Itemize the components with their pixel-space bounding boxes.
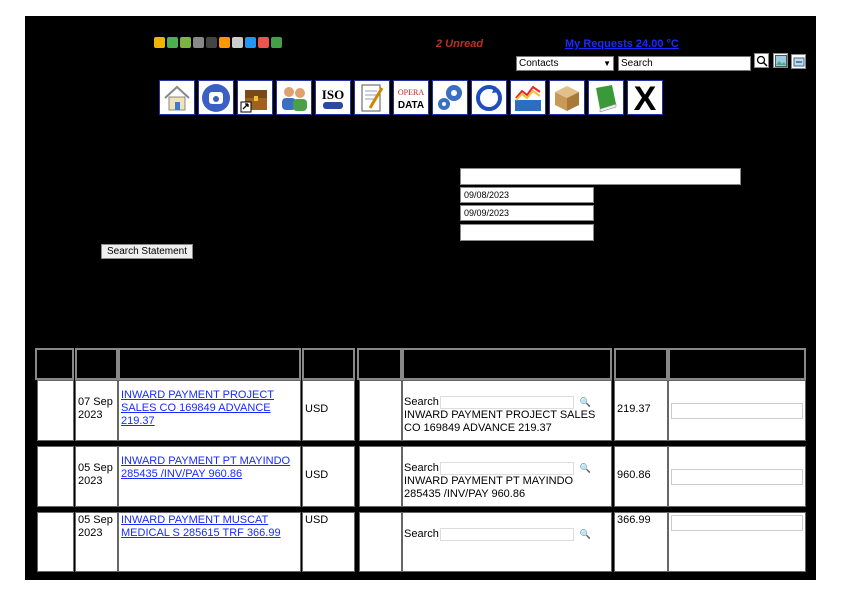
close-icon [629, 82, 661, 114]
notes-cell [668, 512, 806, 572]
refresh-button[interactable] [471, 80, 507, 115]
mini-app-icon[interactable] [193, 37, 204, 48]
match-search[interactable] [404, 462, 611, 475]
opera-label: OPERA [397, 87, 425, 97]
amount-cell: 960.86 [614, 446, 668, 507]
search-icon[interactable] [754, 53, 769, 68]
settings-button[interactable] [432, 80, 468, 115]
users-button[interactable] [276, 80, 312, 115]
gears-icon [434, 82, 466, 114]
mini-app-icon[interactable] [206, 37, 217, 48]
match-search-input[interactable] [440, 528, 574, 541]
sync-icon[interactable] [791, 54, 806, 69]
phone-icon [200, 82, 232, 114]
notes-cell [668, 446, 806, 507]
description-link[interactable]: INWARD PAYMENT MUSCAT MEDICAL S 285615 TRF 366.99 [121, 514, 281, 539]
search-input-text: Search [621, 58, 653, 69]
mini-app-icon[interactable] [232, 37, 243, 48]
text-field-1[interactable] [460, 168, 741, 185]
notes-input[interactable] [671, 469, 803, 485]
header-cell [118, 348, 301, 380]
book-icon [590, 82, 622, 114]
close-button[interactable] [627, 80, 663, 115]
header-cell [302, 348, 355, 380]
header-cell [614, 348, 668, 380]
match-cell [402, 512, 612, 572]
currency-cell: USD [302, 380, 355, 441]
empty-cell [359, 446, 402, 507]
iso-icon [317, 82, 349, 114]
close-label: X [633, 81, 657, 114]
chevron-down-icon: ▼ [603, 59, 611, 68]
home-icon [161, 82, 193, 114]
notes-cell [668, 380, 806, 441]
home-button[interactable] [159, 80, 195, 115]
phone-button[interactable] [198, 80, 234, 115]
description-cell [118, 512, 301, 572]
date-to-field[interactable]: 09/09/2023 [460, 205, 594, 221]
description-link[interactable]: INWARD PAYMENT PT MAYINDO 285435 /INV/PAY 960.86 [121, 455, 291, 480]
currency-cell: USD [302, 512, 355, 572]
row-select-cell[interactable] [37, 446, 74, 507]
contacts-select[interactable] [516, 56, 614, 71]
empty-cell [359, 512, 402, 572]
search-icon[interactable]: 🔍 [579, 529, 592, 539]
notes-input[interactable] [671, 403, 803, 419]
search-icon[interactable]: 🔍 [579, 397, 592, 407]
mini-app-icon[interactable] [154, 37, 165, 48]
description-link[interactable]: INWARD PAYMENT PROJECT SALES CO 169849 ADVANCE 219.37 [121, 389, 274, 427]
amount-cell: 366.99 [614, 512, 668, 572]
app-frame [25, 16, 816, 580]
mini-icon-bar [154, 37, 282, 48]
match-search-input[interactable] [440, 396, 574, 409]
text-field-4[interactable] [460, 224, 594, 241]
date-cell: 07 Sep 2023 [75, 380, 118, 441]
opera-data-button[interactable] [393, 80, 429, 115]
match-text: INWARD PAYMENT PT MAYINDO 285435 /INV/PAY 960.86 [404, 475, 574, 500]
header-cell [75, 348, 118, 380]
empty-cell [359, 380, 402, 441]
mini-app-icon[interactable] [180, 37, 191, 48]
notes-input[interactable] [671, 515, 803, 531]
match-search[interactable] [404, 396, 611, 409]
match-cell [402, 380, 612, 441]
search-input[interactable] [618, 56, 751, 71]
match-search-label: Search [404, 528, 439, 540]
mini-app-icon[interactable] [258, 37, 269, 48]
mini-app-icon[interactable] [167, 37, 178, 48]
mini-app-icon[interactable] [271, 37, 282, 48]
header-cell [35, 348, 74, 380]
data-label: DATA [397, 99, 425, 111]
match-search[interactable] [404, 528, 611, 541]
date-from-field[interactable]: 09/08/2023 [460, 187, 594, 203]
notes-button[interactable] [354, 80, 390, 115]
currency-cell: USD [302, 446, 355, 507]
iso-button[interactable] [315, 80, 351, 115]
match-cell [402, 446, 612, 507]
my-requests-link[interactable]: My Requests 24.00 °C [565, 38, 679, 50]
reports-button[interactable] [510, 80, 546, 115]
unread-indicator[interactable]: 2 Unread [436, 38, 484, 50]
date-cell: 05 Sep 2023 [75, 446, 118, 507]
opera-data-icon [395, 82, 427, 114]
refresh-icon [473, 82, 505, 114]
header-cell [402, 348, 612, 380]
mini-app-icon[interactable] [219, 37, 230, 48]
match-search-label: Search [404, 396, 439, 408]
match-search-label: Search [404, 462, 439, 474]
iso-label: ISO [321, 86, 345, 102]
mini-app-icon[interactable] [245, 37, 256, 48]
search-statement-button[interactable]: Search Statement [101, 244, 193, 259]
treasure-chest-icon [239, 82, 271, 114]
chart-icon [512, 82, 544, 114]
contacts-select-value: Contacts [519, 58, 559, 69]
search-icon[interactable]: 🔍 [579, 463, 592, 473]
toolbar [159, 80, 663, 115]
box-icon [551, 82, 583, 114]
description-cell [118, 380, 301, 441]
header-cell [357, 348, 402, 380]
inventory-button[interactable] [549, 80, 585, 115]
treasure-button[interactable] [237, 80, 273, 115]
book-button[interactable] [588, 80, 624, 115]
match-text: INWARD PAYMENT PROJECT SALES CO 169849 ADVANCE 219.37 [404, 409, 596, 434]
image-icon[interactable] [773, 53, 788, 68]
match-search-input[interactable] [440, 462, 574, 475]
notepad-icon [356, 82, 388, 114]
row-select-cell[interactable] [37, 380, 74, 441]
amount-cell: 219.37 [614, 380, 668, 441]
description-cell [118, 446, 301, 507]
date-cell: 05 Sep 2023 [75, 512, 118, 572]
users-icon [278, 82, 310, 114]
header-cell [668, 348, 806, 380]
row-select-cell[interactable] [37, 512, 74, 572]
